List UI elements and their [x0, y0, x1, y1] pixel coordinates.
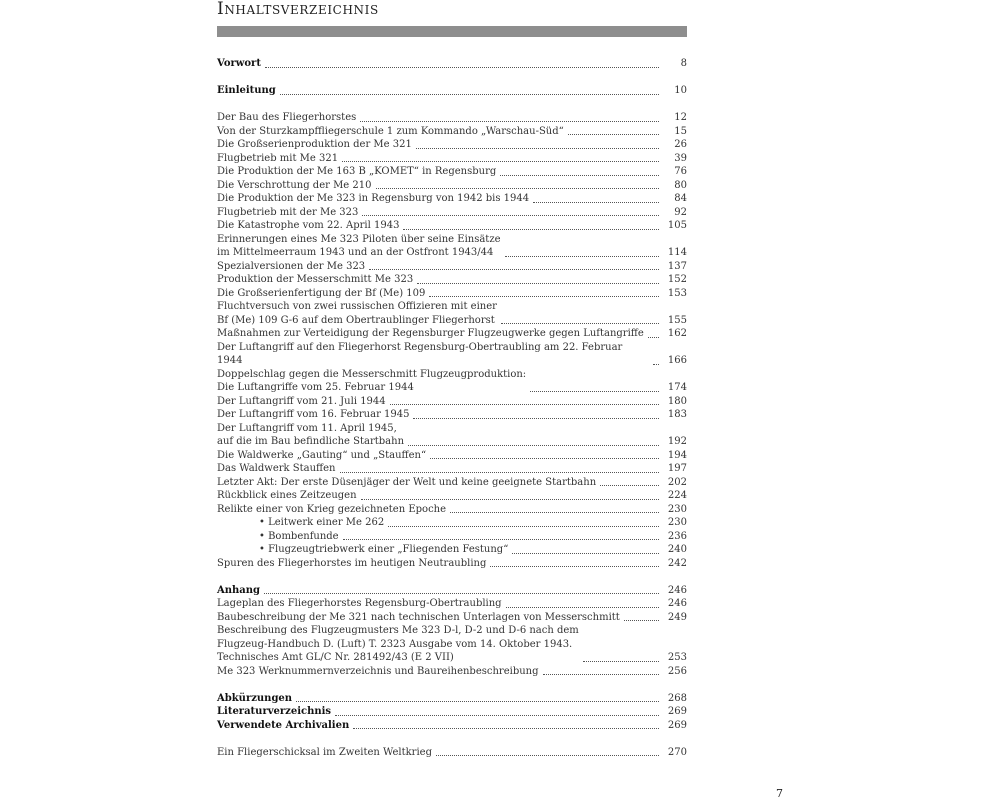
toc-entry-title: Rückblick eines Zeitzeugen	[217, 490, 357, 501]
dot-leader	[429, 296, 659, 297]
dot-leader	[624, 620, 659, 621]
toc-entry-title: Letzter Akt: Der erste Düsenjäger der Welt und keine geeignete Startbahn	[217, 476, 597, 488]
toc-entry[interactable]	[217, 84, 687, 98]
toc-entry-page: 202	[667, 476, 687, 488]
toc-entry-page: 269	[667, 719, 687, 731]
dot-leader	[416, 148, 659, 149]
dot-leader	[335, 715, 659, 716]
toc-entry[interactable]	[217, 125, 687, 139]
toc-spacer	[217, 71, 687, 85]
toc-entry-page: 253	[667, 652, 687, 663]
toc-entry[interactable]	[217, 705, 687, 719]
dot-leader	[506, 607, 659, 608]
dot-leader	[501, 323, 659, 324]
toc-entry-page: 270	[667, 746, 687, 758]
dot-leader	[648, 337, 659, 338]
toc-entry[interactable]	[217, 503, 687, 517]
toc-entry[interactable]	[217, 341, 687, 368]
toc-entry-page: 249	[667, 611, 687, 623]
toc-entry[interactable]	[217, 408, 687, 422]
toc-entry-page: 180	[667, 395, 687, 407]
toc-entry-page: 197	[667, 463, 687, 474]
dot-leader	[417, 283, 659, 284]
dot-leader	[280, 94, 659, 95]
toc-entry[interactable]	[217, 368, 687, 395]
toc-entry-page: 166	[667, 355, 687, 366]
toc-entry[interactable]	[217, 624, 687, 665]
toc-entry[interactable]	[217, 692, 687, 706]
toc-entry[interactable]	[217, 287, 687, 301]
toc-entry-title: Maßnahmen zur Verteidigung der Regensburger Flugzeugwerke gegen Luftangriffe	[217, 328, 644, 339]
toc-entry-page: 137	[667, 260, 687, 272]
dot-leader	[568, 134, 659, 135]
dot-leader	[296, 701, 659, 702]
toc-spacer	[217, 678, 687, 692]
toc-entry-page: 12	[674, 112, 687, 123]
dot-leader	[413, 418, 659, 419]
toc-entry-title: Produktion der Messerschmitt Me 323	[217, 274, 414, 285]
toc-spacer	[217, 98, 687, 112]
toc-entry-page: 236	[667, 530, 687, 542]
toc-entry[interactable]	[217, 719, 687, 733]
toc-entry[interactable]	[217, 422, 687, 449]
toc-entry[interactable]	[217, 597, 687, 611]
dot-leader	[390, 404, 659, 405]
toc-entry-page: 240	[667, 544, 687, 555]
table-of-contents	[217, 57, 687, 759]
toc-entry-title: Erinnerungen eines Me 323 Piloten über seine Einsätze im Mittelmeerraum 1943 und an der Ostfront 1943/44	[217, 233, 501, 258]
toc-entry[interactable]	[217, 179, 687, 193]
toc-entry[interactable]	[217, 665, 687, 679]
toc-entry-title: Vorwort	[217, 58, 261, 69]
toc-entry-title: • Leitwerk einer Me 262	[259, 516, 384, 530]
toc-entry[interactable]	[217, 584, 687, 598]
toc-entry-page: 153	[667, 287, 687, 299]
toc-entry[interactable]	[217, 57, 687, 71]
toc-entry-title: Me 323 Werknummernverzeichnis und Baureihenbeschreibung	[217, 665, 539, 677]
toc-entry-page: 230	[667, 517, 687, 528]
toc-entry-page: 76	[674, 166, 687, 177]
toc-entry[interactable]	[217, 219, 687, 233]
toc-entry-page: 152	[667, 274, 687, 285]
toc-entry-title: Verwendete Archivalien	[217, 719, 350, 731]
toc-subentry[interactable]	[217, 543, 687, 557]
toc-entry[interactable]	[217, 327, 687, 341]
toc-entry[interactable]	[217, 395, 687, 409]
toc-entry-title: • Bombenfunde	[259, 530, 339, 544]
toc-entry-page: 84	[674, 193, 687, 204]
dot-leader	[353, 728, 659, 729]
toc-entry-page: 162	[667, 328, 687, 339]
toc-entry-page: 114	[667, 247, 687, 258]
toc-entry-title: Spuren des Fliegerhorstes im heutigen Neutraubling	[217, 557, 487, 569]
toc-entry[interactable]	[217, 165, 687, 179]
toc-entry-title: Spezialversionen der Me 323	[217, 260, 366, 272]
toc-entry-page: 183	[667, 409, 687, 420]
dot-leader	[340, 472, 660, 473]
toc-entry-title: Der Luftangriff vom 21. Juli 1944	[217, 395, 386, 407]
toc-entry[interactable]	[217, 138, 687, 152]
toc-spacer	[217, 732, 687, 746]
toc-entry-page: 246	[667, 584, 687, 596]
toc-entry-title: Die Großserienproduktion der Me 321	[217, 139, 412, 150]
toc-entry-title: Beschreibung des Flugzeugmusters Me 323 D-l, D-2 und D-6 nach dem Flugzeug-Handbuch D. (Luft) T. 2323 Ausgabe vom 14. Oktober 1943. Technisches Amt GL/C Nr. 281492/43 (E 2 VII)	[217, 625, 579, 663]
toc-entry-title: Anhang	[217, 584, 261, 596]
toc-entry-title: Der Luftangriff vom 11. April 1945, auf die im Bau befindliche Startbahn	[217, 422, 405, 447]
toc-entry[interactable]	[217, 206, 687, 220]
toc-entry-title: Die Verschrottung der Me 210	[217, 179, 372, 191]
page-title: Inhaltsverzeichnis	[217, 0, 379, 19]
dot-leader	[403, 229, 659, 230]
toc-entry-page: 155	[667, 314, 687, 326]
toc-entry-title: Fluchtversuch von zwei russischen Offizieren mit einer Bf (Me) 109 G-6 auf dem Obertraublinger Fliegerhorst	[217, 301, 497, 326]
toc-entry-page: 174	[667, 382, 687, 393]
toc-entry-title: Der Luftangriff auf den Fliegerhorst Regensburg-Obertraubling am 22. Februar 1944	[217, 341, 623, 366]
toc-entry-page: 26	[674, 139, 687, 150]
dot-leader	[505, 256, 659, 257]
toc-entry-title: Flugbetrieb mit der Me 323	[217, 206, 359, 218]
toc-entry-page: 256	[667, 665, 687, 677]
toc-entry-title: • Flugzeugtriebwerk einer „Fliegenden Festung“	[259, 543, 508, 557]
dot-leader	[490, 566, 659, 567]
page-number: 7	[776, 787, 783, 800]
toc-subentry[interactable]	[217, 530, 687, 544]
dot-leader	[600, 485, 659, 486]
toc-entry[interactable]	[217, 192, 687, 206]
toc-entry-title: Literaturverzeichnis	[217, 706, 332, 717]
toc-entry[interactable]	[217, 611, 687, 625]
dot-leader	[265, 67, 659, 68]
dot-leader	[430, 458, 659, 459]
dot-leader	[512, 553, 659, 554]
dot-leader	[361, 499, 659, 500]
toc-entry[interactable]	[217, 557, 687, 571]
dot-leader	[500, 175, 659, 176]
toc-entry-title: Die Katastrophe vom 22. April 1943	[217, 220, 400, 231]
toc-entry[interactable]	[217, 449, 687, 463]
toc-entry-title: Die Waldwerke „Gauting“ und „Stauffen“	[217, 449, 427, 461]
dot-leader	[376, 188, 660, 189]
toc-entry-page: 92	[674, 206, 687, 218]
toc-entry-title: Lageplan des Fliegerhorstes Regensburg-Obertraubling	[217, 598, 502, 609]
title-underline-bar	[217, 26, 687, 37]
toc-entry-title: Die Produktion der Me 163 B „KOMET“ in Regensburg	[217, 166, 497, 177]
toc-subentry[interactable]	[217, 516, 687, 530]
dot-leader	[436, 755, 659, 756]
dot-leader	[408, 445, 659, 446]
toc-entry-title: Doppelschlag gegen die Messerschmitt Flugzeugproduktion: Die Luftangriffe vom 25. Februar 1944	[217, 368, 527, 393]
toc-spacer	[217, 570, 687, 584]
toc-entry[interactable]	[217, 273, 687, 287]
toc-entry-title: Einleitung	[217, 85, 276, 96]
toc-entry-page: 192	[667, 436, 687, 447]
toc-entry-title: Von der Sturzkampffliegerschule 1 zum Kommando „Warschau-Süd“	[217, 125, 564, 137]
toc-entry-page: 268	[667, 692, 687, 704]
dot-leader	[360, 121, 659, 122]
dot-leader	[530, 391, 659, 392]
dot-leader	[369, 269, 659, 270]
toc-entry-page: 10	[674, 85, 687, 96]
dot-leader	[362, 215, 659, 216]
toc-entry-page: 15	[674, 125, 687, 137]
toc-entry-page: 242	[667, 557, 687, 569]
dot-leader	[388, 526, 659, 527]
toc-entry-page: 269	[667, 706, 687, 717]
toc-entry-title: Ein Fliegerschicksal im Zweiten Weltkrieg	[217, 746, 432, 758]
dot-leader	[343, 539, 659, 540]
toc-entry-page: 194	[667, 449, 687, 461]
toc-entry-title: Der Bau des Fliegerhorstes	[217, 112, 357, 123]
toc-entry[interactable]	[217, 233, 687, 260]
dot-leader	[533, 202, 659, 203]
toc-entry[interactable]	[217, 152, 687, 166]
toc-entry-title: Der Luftangriff vom 16. Februar 1945	[217, 409, 410, 420]
dot-leader	[450, 512, 659, 513]
toc-entry-page: 8	[680, 58, 687, 69]
toc-entry[interactable]	[217, 111, 687, 125]
toc-entry-title: Abkürzungen	[217, 692, 293, 704]
dot-leader	[264, 593, 659, 594]
toc-entry[interactable]	[217, 462, 687, 476]
toc-entry-title: Flugbetrieb mit Me 321	[217, 152, 339, 164]
toc-entry[interactable]	[217, 260, 687, 274]
toc-entry[interactable]	[217, 746, 687, 760]
toc-entry-page: 105	[667, 220, 687, 231]
dot-leader	[653, 364, 659, 365]
toc-entry[interactable]	[217, 489, 687, 503]
dot-leader	[543, 674, 659, 675]
toc-entry-page: 80	[674, 179, 687, 191]
toc-entry-title: Relikte einer von Krieg gezeichneten Epoche	[217, 503, 447, 515]
toc-entry-title: Baubeschreibung der Me 321 nach technischen Unterlagen von Messerschmitt	[217, 611, 620, 623]
toc-entry-page: 246	[667, 598, 687, 609]
toc-entry[interactable]	[217, 476, 687, 490]
toc-entry-title: Das Waldwerk Stauffen	[217, 463, 336, 474]
toc-entry-title: Die Großserienfertigung der Bf (Me) 109	[217, 287, 426, 299]
dot-leader	[342, 161, 659, 162]
toc-entry-title: Die Produktion der Me 323 in Regensburg von 1942 bis 1944	[217, 193, 530, 204]
dot-leader	[583, 661, 659, 662]
toc-entry[interactable]	[217, 300, 687, 327]
toc-entry-page: 230	[667, 503, 687, 515]
toc-entry-page: 39	[674, 152, 687, 164]
toc-entry-page: 224	[667, 490, 687, 501]
